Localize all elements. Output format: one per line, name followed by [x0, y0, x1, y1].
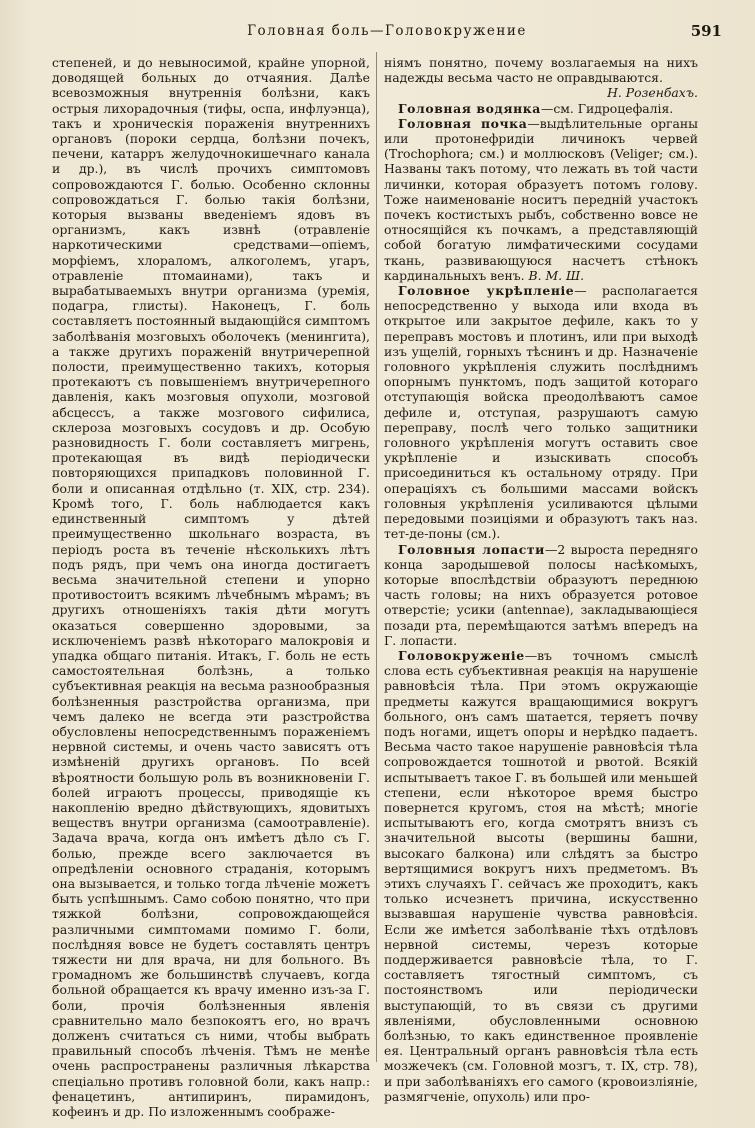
- entry-golovnye-lopasti: [384, 542, 698, 648]
- continued-paragraph: ніямъ понятно, почему возлагаемыя на нихъ надежды весьма часто не оправдываются.: [384, 55, 698, 86]
- author-signature: Н. Розенбахъ.: [607, 85, 698, 101]
- entry-term: Головная водянка: [398, 100, 541, 116]
- left-column: [52, 55, 370, 1119]
- entry-term: Головная почка: [398, 115, 528, 131]
- entry-text: —выдѣлительные органы или протонефридіи личинокъ червей (Trochophora; см.) и моллюсковъ (Veliger; см.). Названы такъ потому, что лежать въ той части личинки, которая образуетъ потомъ голову. Тоже наименованіе носитъ передній участокъ почекъ костистыхъ рыбъ, собственно вовсе не относящійся къ почкамъ, а представляющій собой богатую лимфатическими сосудами ткань, развивающуюся насчетъ стѣнокъ кардинальныхъ венъ.: [384, 115, 699, 283]
- header-title: Головная боль—Головокружение: [247, 23, 527, 39]
- entry-golovokruzhenie: [384, 648, 698, 1104]
- page-number: 591: [690, 22, 722, 40]
- entry-term: Головокруженіе: [398, 647, 525, 663]
- entry-golovnoe-ukreplenie: [384, 283, 698, 541]
- right-column: [384, 55, 698, 1104]
- author-signature: В. М. Ш.: [528, 267, 585, 283]
- entry-text: —2 выроста передняго конца зародышевой полосы насѣкомыхъ, которые впослѣдствіи образуютъ переднюю часть головы; на нихъ образуется ротовое отверстіе; усики (antennae), закладывающіеся позади рта, перемѣщаются затѣмъ впередъ на Г. лопасти.: [384, 541, 699, 648]
- author-signature-line: [384, 85, 698, 100]
- entry-golovnaya-pochka: [384, 116, 698, 283]
- entry-text: —см. Гидроцефалія.: [540, 100, 674, 116]
- entry-term: Головное укрѣпленіе: [398, 283, 575, 299]
- entry-term: Головныя лопасти: [398, 541, 545, 557]
- entry-text: — располагается непосредственно у выхода или входа въ открытое или закрытое дефиле, какъ то у переправъ мостовъ и плотинъ, или при выходѣ изъ ущелій, горныхъ тѣснинъ и др. Назначеніе головного укрѣпленія служить послѣднимъ опорнымъ пунктомъ, подъ защитой котораго отступающія войска преодолѣваютъ самое дефиле и, отступая, разрушаютъ самую переправу, послѣ чего только защитники головного укрѣпленія могутъ оставить свое укрѣпленіе и изыскивать способъ присоединиться къ остальному отряду. При операціяхъ съ большими массами войскъ головныя укрѣпленія усиливаются цѣлыми передовыми позиціями и образуютъ такъ наз. тет-де-поны (см.).: [384, 283, 699, 542]
- column-divider: [376, 52, 377, 1062]
- running-header: [52, 22, 722, 44]
- entry-golovnaya-vodyanka: [384, 101, 698, 116]
- entry-text: —въ точномъ смыслѣ слова есть субъективная реакція на нарушеніе равновѣсія тѣла. При этомъ окружающіе предметы кажутся вращающимися вокругъ больного, онъ самъ шатается, теряетъ почву подъ ногами, ищетъ опоры и нерѣдко падаетъ. Весьма часто такое нарушеніе равновѣсія тѣла сопровождается тошнотой и рвотой. Всякій испытываетъ такое Г. въ большей или меньшей степени, если нѣкоторое время быстро повернется кругомъ, стоя на мѣстѣ; многіе испытываютъ его, когда смотрятъ внизъ съ значительной высоты (вершины башни, высокаго балкона) или слѣдятъ за быстро вертящимися вокругъ нихъ предметомъ. Въ этихъ случаяхъ Г. сейчасъ же проходитъ, какъ только исчезнетъ причина, искусственно вызвавшая нарушеніе чувства равновѣсія. Если же имѣется заболѣваніе тѣхъ отдѣловъ нервной системы, черезъ которые поддерживается равновѣсіе тѣла, то Г. составляетъ тягостный симптомъ, съ постоянствомъ или періодически выступающій, то въ связи съ другими явленіями, обусловленными основною болѣзнью, то какъ единственное проявленіе ея. Центральный органъ равновѣсія тѣла есть мозжечекъ (см. Головной мозгъ, т. IX, стр. 78), и при заболѣваніяхъ его самого (кровоизліяніе, размягченіе, опухоль) или про-: [384, 647, 699, 1104]
- continued-paragraph: степеней, и до невыносимой, крайне упорной, доводящей больных до отчаяния. Далѣе всевозможныя внутреннія болѣзни, какъ острыя лихорадочныя (тифы, оспа, инфлуэнца), такъ и хроническія пораженія внутреннихъ органовъ (пороки сердца, болѣзни почекъ, печени, катарръ желудочнокишечнаго канала и др.), въ числѣ прочихъ симптомовъ сопровождаются Г. болью. Особенно склонны сопровождаться Г. болью такія болѣзни, которыя вызваны введеніемъ ядовъ въ организмъ, какъ извнѣ (отравленіе наркотическими средствами—опіемъ, морфіемъ, хлораломъ, алкоголемъ, угаръ, отравленіе птомаинами), такъ и вырабатываемыхъ внутри организма (уремія, подагра, глисты). Наконецъ, Г. боль составляетъ постоянный выдающійся симптомъ заболѣванія мозговыхъ оболочекъ (менингита), а также другихъ пораженій внутричерепной полости, преимущественно такихъ, которыя протекаютъ съ повышеніемъ внутричерепного давленія, какъ мозговыя опухоли, мозговой абсцессъ, а также мозгового сифилиса, склероза мозговыхъ сосудовъ и др. Особую разновидность Г. боли составляетъ мигрень, протекающая въ видѣ періодически повторяющихся припадковъ половинной Г. боли и описанная отдѣльно (т. XIX, стр. 234). Кромѣ того, Г. боль наблюдается какъ единственный симптомъ у дѣтей преимущественно школьнаго возраста, въ періодъ роста въ теченіе нѣсколькихъ лѣтъ подъ рядъ, при чемъ она иногда достигаетъ весьма значительной степени и упорно противостоитъ всякимъ лѣчебнымъ мѣрамъ; въ другихъ отношеніяхъ такія дѣти могутъ оказаться совершенно здоровыми, за исключеніемъ развѣ нѣкотораго малокровія и упадка общаго питанія. Итакъ, Г. боль не есть самостоятельная болѣзнь, а только субъективная реакція на весьма разнообразныя болѣзненныя разстройства организма, при чемъ далеко не всегда эти разстройства обусловлены непосредственнымъ пораженіемъ нервной системы, и очень часто зависятъ отъ измѣненій другихъ органовъ. По всей вѣроятности большую роль въ возникновеніи Г. болей играютъ процессы, приводящіе къ накопленію вредно дѣйствующихъ, ядовитыхъ веществъ внутри организма (самоотравленіе). Задача врача, когда онъ имѣетъ дѣло съ Г. болью, прежде всего заключается въ опредѣленіи основного страданія, которымъ она вызывается, и только тогда лѣченіе можетъ быть успѣшнымъ. Само собою понятно, что при тяжкой болѣзни, сопровождающейся различными симптомами помимо Г. боли, послѣдняя вовсе не будетъ составлять центръ тяжести ни для врача, ни для больного. Въ громадномъ же большинствѣ случаевъ, когда больной обращается къ врачу именно изъ-за Г. боли, прочія болѣзненныя явленія сравнительно мало безпокоятъ его, но врачъ долженъ считаться съ ними, чтобы выбрать правильный способъ лѣченія. Тѣмъ не менѣе очень распространены различныя лѣкарства спеціально противъ головной боли, какъ напр.: фенацетинъ, антипиринъ, пирамидонъ, кофеинъ и др. По изложеннымъ соображе-: [52, 55, 370, 1120]
